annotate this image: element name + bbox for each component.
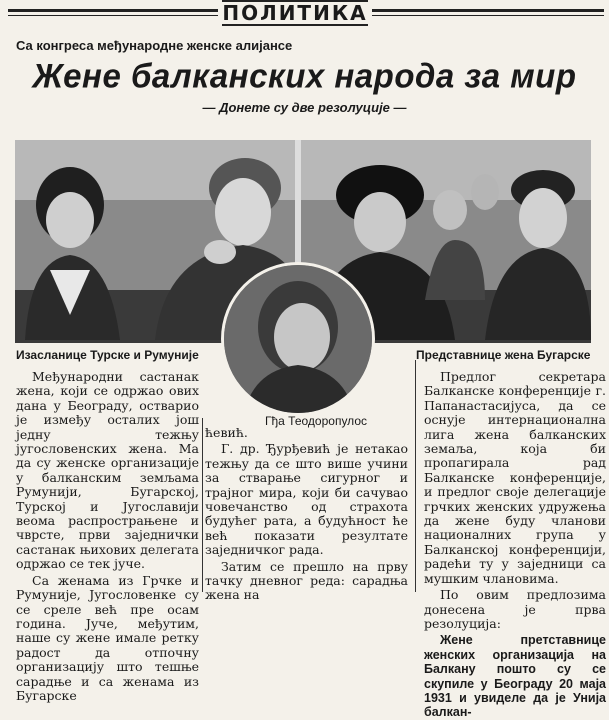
- column-divider: [415, 360, 416, 592]
- paragraph: ћевић.: [205, 425, 248, 440]
- paragraph: Предлог секретара Балканске конференције г. Папанастасијуса, да се оснује интернационална лига жена балканских земаља, која би пропагирала рад Балканске конференције, и предлог своје делегације грчких женских удружења да жене буду чланови националних група у Балканској конференцији, радећи ту у заједници са мушким члановима.: [424, 369, 606, 586]
- masthead-rule: [372, 9, 604, 12]
- paragraph: Са женама из Грчке и Румуније, Југословенке су се среле већ пре осам година. Јуче, међутим, наше су жене имале ретку радост да отпочну организацију што тешње сарадње и са женама из Бугарске: [16, 572, 199, 703]
- text-column-2: [205, 426, 408, 603]
- paragraph: Г. др. Ђурђевић је нетакао тежњу да се што више учини за стварање сигурног и трајног мира, који би сачувао човечанство од страхота будућег рата, а будућност ће већ показати резултате заједничког рада.: [205, 441, 408, 558]
- masthead-rule: [8, 15, 218, 16]
- column-divider: [202, 418, 203, 592]
- paragraph: Међународни састанак жена, који се одржао ових дана у Београду, остварио је између осталих још једну тежњу југословенских жена. Ма да су женске организације у балканским земљама Румунији, Бугарској, Турској и Југославији веома распрострањене и чврсте, први заједнички састанак њихових делегата одржао се тек јуче.: [16, 369, 199, 572]
- portrait-photo: [221, 262, 375, 416]
- portrait-caption: Гђа Теодоропулос: [265, 414, 367, 428]
- masthead: [0, 0, 609, 30]
- paragraph: По овим предлозима донесена је прва резолуција:: [424, 587, 606, 631]
- masthead-rule: [8, 9, 218, 12]
- photo-caption-left: Изасланице Турске и Румуније: [16, 348, 199, 362]
- newspaper-name: ПОЛИТИКА: [222, 1, 368, 25]
- photo-caption-right: Представнице жена Бугарске: [416, 348, 591, 362]
- masthead-rule: [372, 15, 604, 16]
- paragraph: Затим се прешло на прву тачку дневног реда: сарадња жена на: [205, 558, 408, 603]
- resolution-paragraph: Жене претставнице женских организација на Балкану пошто су се скупиле у Београду 20 маја 1931 и увиделе да је Унија балкан-: [424, 633, 606, 720]
- article-kicker: Са конгреса међународне женске алијансе: [16, 38, 293, 53]
- text-column-1: [16, 370, 199, 703]
- article-headline: Жене балканских народа за мир: [32, 56, 577, 95]
- text-column-3: [424, 370, 606, 720]
- article-subhead: — Донете су две резолуције —: [202, 100, 407, 115]
